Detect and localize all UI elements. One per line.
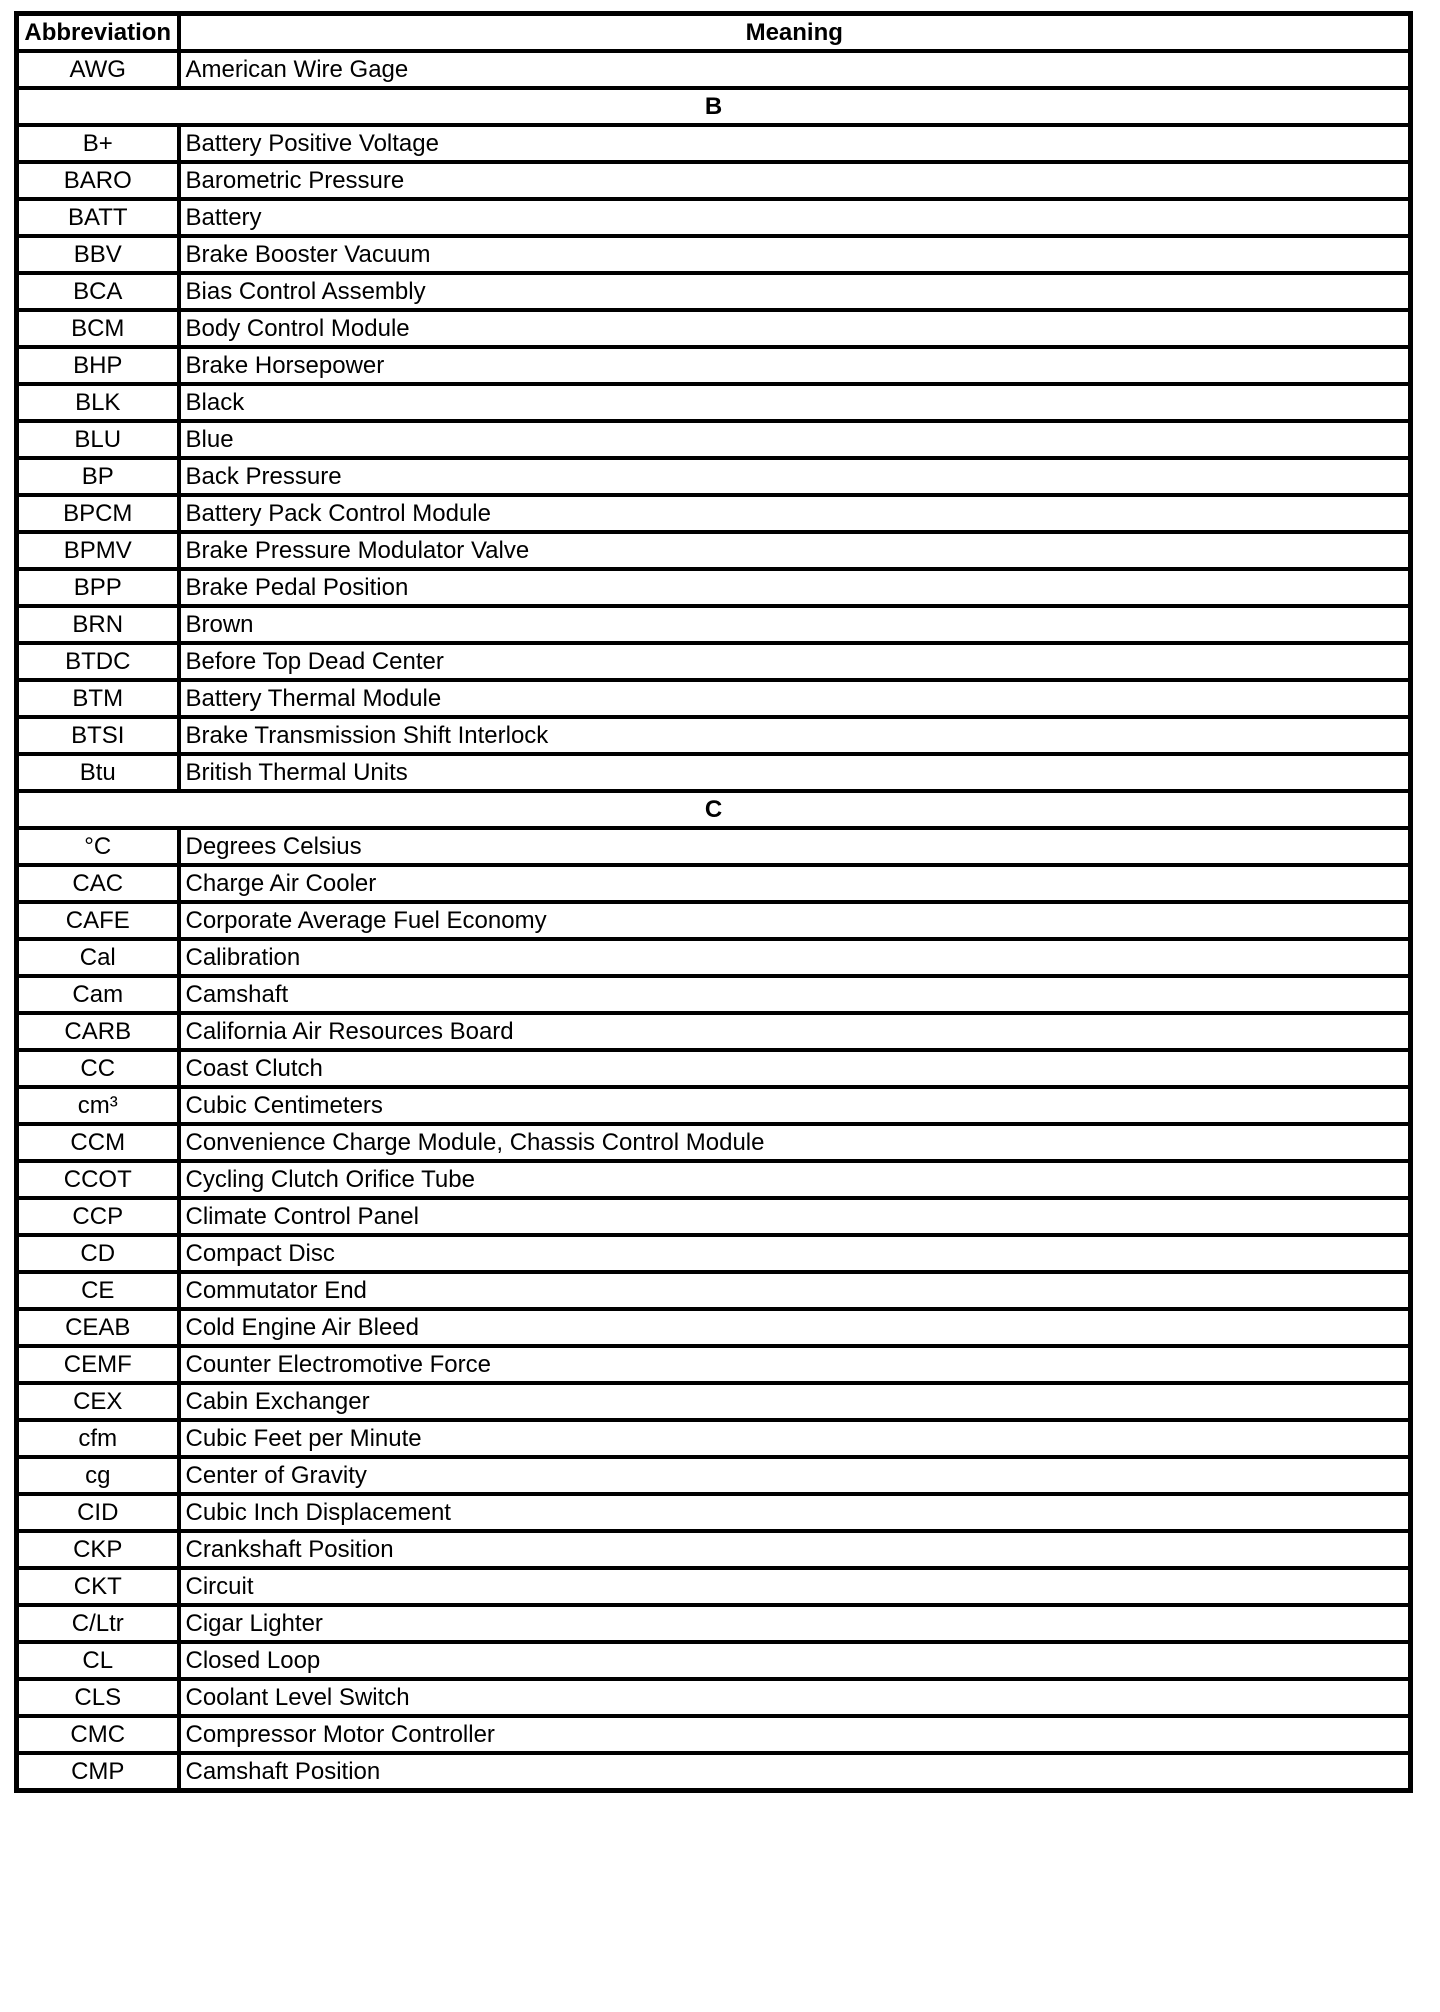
meaning-cell: Body Control Module (179, 310, 1411, 347)
abbreviation-cell: BTSI (17, 717, 179, 754)
abbreviation-cell: CCM (17, 1124, 179, 1161)
meaning-cell: Battery (179, 199, 1411, 236)
table-row (17, 236, 1411, 273)
table-body (17, 51, 1411, 1791)
section-row (17, 791, 1411, 828)
abbreviation-cell: CL (17, 1642, 179, 1679)
abbreviation-cell: BCM (17, 310, 179, 347)
abbreviation-cell: CC (17, 1050, 179, 1087)
abbreviation-cell: CAC (17, 865, 179, 902)
abbreviation-cell: CCP (17, 1198, 179, 1235)
abbreviation-cell: CMC (17, 1716, 179, 1753)
abbreviation-cell: B+ (17, 125, 179, 162)
meaning-cell: Circuit (179, 1568, 1411, 1605)
table-row (17, 939, 1411, 976)
table-row (17, 199, 1411, 236)
abbreviation-cell: Cal (17, 939, 179, 976)
meaning-cell: Black (179, 384, 1411, 421)
table-row (17, 1198, 1411, 1235)
abbreviation-cell: BCA (17, 273, 179, 310)
abbreviation-cell: BPCM (17, 495, 179, 532)
table-row (17, 1531, 1411, 1568)
table-row (17, 347, 1411, 384)
abbreviation-cell: cfm (17, 1420, 179, 1457)
abbreviation-cell: BLU (17, 421, 179, 458)
abbreviation-cell: Btu (17, 754, 179, 791)
table-row (17, 1716, 1411, 1753)
table-row (17, 1309, 1411, 1346)
section-row (17, 88, 1411, 125)
meaning-cell: Center of Gravity (179, 1457, 1411, 1494)
meaning-cell: Climate Control Panel (179, 1198, 1411, 1235)
abbreviation-cell: BATT (17, 199, 179, 236)
meaning-cell: British Thermal Units (179, 754, 1411, 791)
meaning-cell: California Air Resources Board (179, 1013, 1411, 1050)
table-row (17, 421, 1411, 458)
table-row (17, 273, 1411, 310)
meaning-cell: Degrees Celsius (179, 828, 1411, 865)
table-row (17, 569, 1411, 606)
abbreviation-cell: CKP (17, 1531, 179, 1568)
meaning-column-header: Meaning (179, 14, 1411, 52)
table-row (17, 458, 1411, 495)
meaning-cell: Battery Pack Control Module (179, 495, 1411, 532)
meaning-cell: Corporate Average Fuel Economy (179, 902, 1411, 939)
table-row (17, 828, 1411, 865)
meaning-cell: Back Pressure (179, 458, 1411, 495)
abbreviation-cell: BP (17, 458, 179, 495)
meaning-cell: Battery Positive Voltage (179, 125, 1411, 162)
meaning-cell: Counter Electromotive Force (179, 1346, 1411, 1383)
abbreviation-cell: BPP (17, 569, 179, 606)
meaning-cell: Camshaft (179, 976, 1411, 1013)
meaning-cell: Battery Thermal Module (179, 680, 1411, 717)
meaning-cell: Brake Pedal Position (179, 569, 1411, 606)
abbreviation-cell: BPMV (17, 532, 179, 569)
table-row (17, 1753, 1411, 1791)
meaning-cell: Cubic Feet per Minute (179, 1420, 1411, 1457)
meaning-cell: Calibration (179, 939, 1411, 976)
meaning-cell: Convenience Charge Module, Chassis Control Module (179, 1124, 1411, 1161)
table-row (17, 1013, 1411, 1050)
table-row (17, 717, 1411, 754)
table-row (17, 1050, 1411, 1087)
abbreviations-table (14, 11, 1413, 1793)
abbreviation-cell: CMP (17, 1753, 179, 1791)
meaning-cell: Cabin Exchanger (179, 1383, 1411, 1420)
table-row (17, 1642, 1411, 1679)
table-row (17, 1346, 1411, 1383)
table-row (17, 1457, 1411, 1494)
meaning-cell: Brake Booster Vacuum (179, 236, 1411, 273)
table-row (17, 1235, 1411, 1272)
abbreviation-cell: BLK (17, 384, 179, 421)
table-row (17, 1605, 1411, 1642)
meaning-cell: Closed Loop (179, 1642, 1411, 1679)
abbreviation-cell: CARB (17, 1013, 179, 1050)
table-row (17, 643, 1411, 680)
table-row (17, 865, 1411, 902)
table-row (17, 162, 1411, 199)
table-row (17, 532, 1411, 569)
abbreviation-cell: BARO (17, 162, 179, 199)
abbreviation-cell: CEMF (17, 1346, 179, 1383)
meaning-cell: Brake Horsepower (179, 347, 1411, 384)
abbreviation-cell: Cam (17, 976, 179, 1013)
table-row (17, 495, 1411, 532)
abbreviation-cell: CEX (17, 1383, 179, 1420)
table-row (17, 1420, 1411, 1457)
section-letter: B (17, 88, 1411, 125)
table-row (17, 1272, 1411, 1309)
table-row (17, 1494, 1411, 1531)
abbreviation-cell: CCOT (17, 1161, 179, 1198)
table-header-row (17, 14, 1411, 52)
abbreviation-cell: CEAB (17, 1309, 179, 1346)
abbreviation-cell: CLS (17, 1679, 179, 1716)
abbreviation-cell: CAFE (17, 902, 179, 939)
meaning-cell: Bias Control Assembly (179, 273, 1411, 310)
table-row (17, 976, 1411, 1013)
meaning-cell: Compact Disc (179, 1235, 1411, 1272)
abbreviation-cell: CD (17, 1235, 179, 1272)
table-row (17, 1087, 1411, 1124)
meaning-cell: Cycling Clutch Orifice Tube (179, 1161, 1411, 1198)
meaning-cell: Brown (179, 606, 1411, 643)
table-row (17, 310, 1411, 347)
meaning-cell: Camshaft Position (179, 1753, 1411, 1791)
meaning-cell: Brake Transmission Shift Interlock (179, 717, 1411, 754)
table-row (17, 1568, 1411, 1605)
table-row (17, 902, 1411, 939)
meaning-cell: American Wire Gage (179, 51, 1411, 88)
meaning-cell: Blue (179, 421, 1411, 458)
meaning-cell: Charge Air Cooler (179, 865, 1411, 902)
abbreviation-cell: BHP (17, 347, 179, 384)
abbreviation-cell: BTM (17, 680, 179, 717)
meaning-cell: Cubic Centimeters (179, 1087, 1411, 1124)
table-row (17, 51, 1411, 88)
table-row (17, 384, 1411, 421)
meaning-cell: Coast Clutch (179, 1050, 1411, 1087)
abbreviation-cell: BTDC (17, 643, 179, 680)
abbreviation-cell: C/Ltr (17, 1605, 179, 1642)
table-row (17, 754, 1411, 791)
section-letter: C (17, 791, 1411, 828)
meaning-cell: Commutator End (179, 1272, 1411, 1309)
table-row (17, 606, 1411, 643)
abbreviation-cell: CID (17, 1494, 179, 1531)
abbreviation-cell: CKT (17, 1568, 179, 1605)
abbreviation-cell: cg (17, 1457, 179, 1494)
abbreviation-column-header: Abbreviation (17, 14, 179, 52)
meaning-cell: Cubic Inch Displacement (179, 1494, 1411, 1531)
meaning-cell: Barometric Pressure (179, 162, 1411, 199)
abbreviation-cell: CE (17, 1272, 179, 1309)
abbreviation-cell: °C (17, 828, 179, 865)
table-row (17, 1161, 1411, 1198)
meaning-cell: Cold Engine Air Bleed (179, 1309, 1411, 1346)
meaning-cell: Before Top Dead Center (179, 643, 1411, 680)
meaning-cell: Brake Pressure Modulator Valve (179, 532, 1411, 569)
meaning-cell: Coolant Level Switch (179, 1679, 1411, 1716)
table-row (17, 125, 1411, 162)
table-row (17, 680, 1411, 717)
table-row (17, 1124, 1411, 1161)
abbreviation-cell: BBV (17, 236, 179, 273)
abbreviation-cell: BRN (17, 606, 179, 643)
abbreviation-cell: cm³ (17, 1087, 179, 1124)
meaning-cell: Crankshaft Position (179, 1531, 1411, 1568)
meaning-cell: Cigar Lighter (179, 1605, 1411, 1642)
table-row (17, 1383, 1411, 1420)
meaning-cell: Compressor Motor Controller (179, 1716, 1411, 1753)
abbreviation-cell: AWG (17, 51, 179, 88)
table-row (17, 1679, 1411, 1716)
